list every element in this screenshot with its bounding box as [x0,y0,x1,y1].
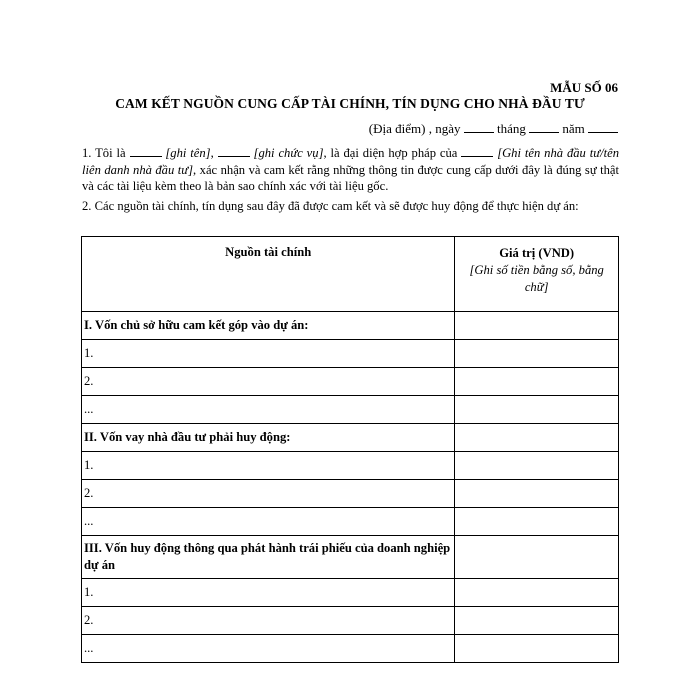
table-row [82,579,619,607]
year-blank [588,121,618,133]
section-1-title: I. Vốn chủ sở hữu cam kết góp vào dự án: [82,312,455,340]
header-value [455,237,619,312]
paragraph-1: 1. Tôi là [ghi tên], [ghi chức vụ], là đại diện hợp pháp của [Ghi tên nhà đầu tư/tên liên danh nhà đầu tư], xác nhận và cam kết rằng những thông tin được cung cấp dưới đây là đúng sự thật và các tài liệu kèm theo là bản sao chính xác với tài liệu gốc. [82,146,620,193]
row-value[interactable] [455,452,619,480]
section-3-row [82,536,619,579]
row-value[interactable] [455,508,619,536]
row-label: 1. [82,452,455,480]
section-3-value[interactable] [455,536,619,579]
section-3-title: III. Vốn huy động thông qua phát hành trái phiếu của doanh nghiệp dự án [82,536,455,579]
row-label: 1. [82,579,455,607]
date-line [369,121,618,137]
section-1-value[interactable] [455,312,619,340]
table-row [82,607,619,635]
table-header-row [82,237,619,312]
header-source: Nguồn tài chính [82,237,455,312]
investor-hint: [Ghi tên nhà đầu tư/tên liên danh nhà đầu tư] [82,146,619,177]
row-value[interactable] [455,480,619,508]
header-value-label: Giá trị (VND) [499,246,575,260]
form-number: MẪU SỐ 06 [550,80,618,95]
document-title: CAM KẾT NGUỒN CUNG CẤP TÀI CHÍNH, TÍN DỤNG CHO NHÀ ĐẦU TƯ [115,96,585,111]
date-nam-label: năm [562,121,585,136]
row-value[interactable] [455,635,619,663]
row-label: 1. [82,340,455,368]
row-label: ... [82,396,455,424]
position-hint: [ghi chức vụ] [253,146,324,160]
row-label: 2. [82,368,455,396]
section-1-row [82,312,619,340]
p1-prefix: 1. Tôi là [82,146,126,160]
row-value[interactable] [455,607,619,635]
investor-blank [461,145,493,157]
table-row [82,396,619,424]
row-label: ... [82,635,455,663]
table-row [82,508,619,536]
day-blank [464,121,494,133]
row-label: 2. [82,480,455,508]
date-thang-label: tháng [496,121,526,136]
table-row [82,480,619,508]
financial-sources-table [81,236,619,663]
name-blank [130,145,162,157]
section-2-title: II. Vốn vay nhà đầu tư phải huy động: [82,424,455,452]
row-label: ... [82,508,455,536]
date-place: (Địa điểm) [368,121,426,136]
row-label: 2. [82,607,455,635]
date-ngay-label: , ngày [428,121,461,136]
row-value[interactable] [455,579,619,607]
section-2-value[interactable] [455,424,619,452]
header-value-note: [Ghi số tiền bằng số, bằng chữ] [469,263,604,294]
month-blank [529,121,559,133]
paragraph-2: 2. Các nguồn tài chính, tín dụng sau đây đã được cam kết và sẽ được huy động để thực hiện dự án: [82,199,579,213]
position-blank [218,145,250,157]
table-row [82,452,619,480]
row-value[interactable] [455,368,619,396]
table-row [82,635,619,663]
row-value[interactable] [455,340,619,368]
table-row [82,368,619,396]
p1-rest: , xác nhận và cam kết rằng những thông tin được cung cấp dưới đây là đúng sự thật và các tài liệu kèm theo là bản sao chính xác với tài liệu gốc. [82,162,620,193]
row-value[interactable] [455,396,619,424]
name-hint: [ghi tên] [165,146,211,160]
table-row [82,340,619,368]
p1-mid: , là đại diện hợp pháp của [323,146,458,160]
section-2-row [82,424,619,452]
